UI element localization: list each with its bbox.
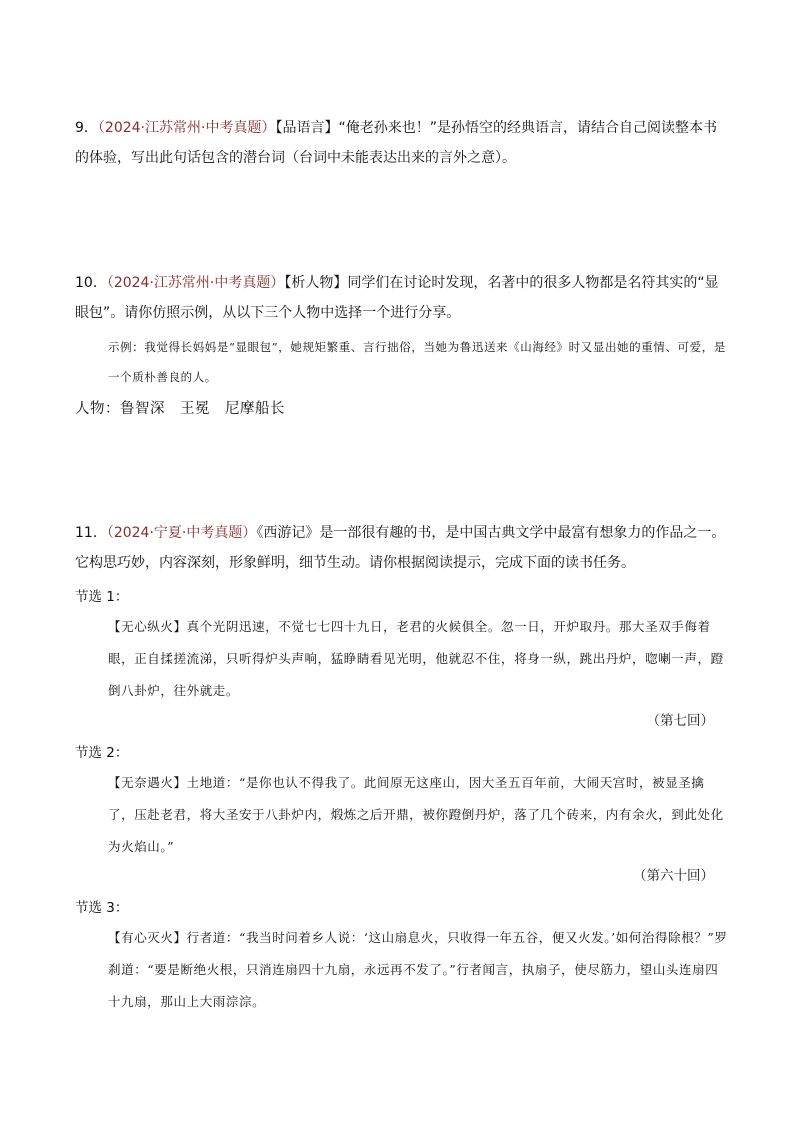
excerpt-2-chapter: （第六十回） [633,868,714,884]
question-10-people: 人物：鲁智深 王冕 尼摩船长 [75,401,285,417]
excerpt-2-label: 节选 2： [75,745,129,761]
question-11 [75,518,727,578]
question-9-number: 9． [75,120,98,136]
question-9-text: 【品语言】“俺老孙来也！”是孙悟空的经典语言，请结合自己阅读整本书的体验，写出此句话包含的潜台词（台词中未能表达出来的言外之意）。 [75,120,717,166]
question-11-text: 《西游记》是一部很有趣的书，是中国古典文学中最富有想象力的作品之一。它构思巧妙，内容深刻，形象鲜明，细节生动。请你根据阅读提示，完成下面的读书任务。 [75,525,726,571]
question-10-source: （2024·江苏常州·中考真题） [106,275,285,291]
excerpt-1-label: 节选 1： [75,589,129,605]
question-10-number: 10． [75,275,107,291]
question-11-number: 11． [75,525,107,541]
question-9 [75,113,727,173]
question-10-text: 【析人物】同学们在讨论时发现，名著中的很多人物都是名符其实的“显眼包”。请你仿照示例，从以下三个人物中选择一个进行分享。 [75,275,719,321]
question-9-source: （2024·江苏常州·中考真题） [97,120,276,136]
excerpt-2-text: 【无奈遇火】土地道：“是你也认不得我了。此间原无这座山，因大圣五百年前，大闹天宫时，被显圣擒了，压赴老君，将大圣安于八卦炉内，煅炼之后开鼎，被你蹬倒丹炉，落了几个砖来，内有余火，到此处化为火焰山。” [108,775,724,854]
question-10-example: 示例：我觉得长妈妈是“显眼包”，她规矩繁重、言行拙俗，当她为鲁迅送来《山海经》时又显出她的重情、可爱，是一个质朴善良的人。 [108,340,726,384]
question-11-source: （2024·宁夏·中考真题） [106,525,257,541]
excerpt-3-text: 【有心灭火】行者道：“我当时问着乡人说：‘这山扇息火，只收得一年五谷，便又火发。’如何治得除根？”罗刹道：“要是断绝火根，只消连扇四十九扇，永远再不发了。”行者闻言，执扇子，使尽筋力，望山头连扇四十九扇，那山上大雨淙淙。 [108,930,728,1009]
excerpt-3-label: 节选 3： [75,900,129,916]
excerpt-1-text: 【无心纵火】真个光阴迅速，不觉七七四十九日，老君的火候俱全。忽一日，开炉取丹。那大圣双手侮着眼，正自揉搓流涕，只听得炉头声响，猛睁睛看见光明，他就忍不住，将身一纵，跳出丹炉，唿喇一声，蹬倒八卦炉，往外就走。 [108,619,724,698]
excerpt-1-chapter: （第七回） [646,713,714,729]
question-10 [75,268,727,328]
